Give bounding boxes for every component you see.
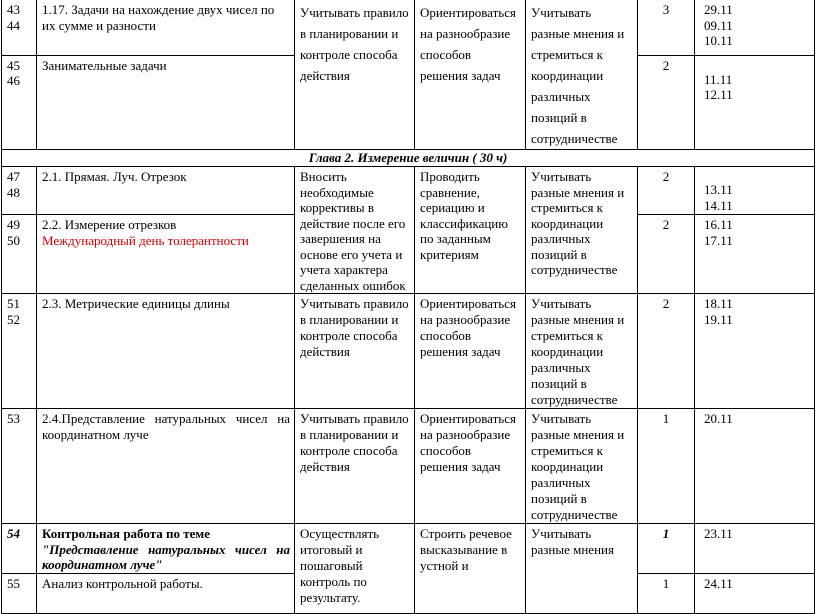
lesson-topic: 2.1. Прямая. Луч. Отрезок bbox=[37, 167, 295, 215]
lesson-number: 47 48 bbox=[2, 167, 37, 215]
cognitive-activities: Проводить сравнение, сериацию и классификацию по заданным критериям bbox=[415, 167, 526, 294]
table-row bbox=[2, 524, 815, 574]
hours-count: 1 bbox=[638, 524, 695, 574]
lesson-dates: 13.11 14.11 bbox=[695, 167, 815, 215]
lesson-dates: 24.11 bbox=[695, 573, 815, 613]
communicative-activities: Учитывать разные мнения bbox=[526, 524, 638, 614]
lesson-number: 55 bbox=[2, 573, 37, 613]
regulative-activities: Учитывать правило в планировании и контроле способа действия bbox=[295, 409, 415, 524]
hours-count: 2 bbox=[638, 55, 695, 149]
lesson-number: 45 46 bbox=[2, 55, 37, 149]
regulative-activities: Учитывать правило в планировании и контроле способа действия bbox=[295, 0, 415, 150]
communicative-activities: Учитывать разные мнения и стремиться к координации различных позиций в сотрудничестве bbox=[526, 0, 638, 150]
hours-count: 2 bbox=[638, 167, 695, 215]
lesson-dates: 29.11 09.11 10.11 bbox=[695, 0, 815, 55]
communicative-activities: Учитывать разные мнения и стремиться к координации различных позиций в сотрудничестве bbox=[526, 167, 638, 294]
regulative-activities: Осуществлять итоговый и пошаговый контроль по результату. bbox=[295, 524, 415, 614]
topic-subtitle: "Представление натуральных чисел на координатном луче" bbox=[42, 541, 290, 572]
lesson-number: 54 bbox=[2, 524, 37, 574]
lesson-dates: 18.11 19.11 bbox=[695, 294, 815, 409]
cognitive-activities: Ориентироваться на разнообразие способов решения задач bbox=[415, 294, 526, 409]
lesson-number: 51 52 bbox=[2, 294, 37, 409]
lesson-topic: 2.3. Метрические единицы длины bbox=[37, 294, 295, 409]
lesson-topic: 1.17. Задачи на нахождение двух чисел по их сумме и разности bbox=[37, 0, 295, 55]
table-row bbox=[2, 0, 815, 55]
table-row bbox=[2, 167, 815, 215]
lesson-number: 53 bbox=[2, 409, 37, 524]
lesson-topic: Анализ контрольной работы. bbox=[37, 573, 295, 613]
hours-count: 1 bbox=[638, 409, 695, 524]
cognitive-activities: Ориентироваться на разнообразие способов решения задач bbox=[415, 409, 526, 524]
regulative-activities: Вносить необходимые коррективы в действие после его завершения на основе его учета и учета характера сделанных ошибок bbox=[295, 167, 415, 294]
communicative-activities: Учитывать разные мнения и стремиться к координации различных позиций в сотрудничестве bbox=[526, 409, 638, 524]
topic-title: 2.2. Измерение отрезков bbox=[42, 217, 177, 233]
table-row bbox=[2, 294, 815, 409]
hours-count: 2 bbox=[638, 294, 695, 409]
hours-count: 1 bbox=[638, 573, 695, 613]
chapter-row bbox=[2, 150, 815, 167]
lesson-topic bbox=[37, 215, 295, 294]
hours-count: 2 bbox=[638, 215, 695, 294]
table-row bbox=[2, 409, 815, 524]
lesson-number: 49 50 bbox=[2, 215, 37, 294]
lesson-topic bbox=[37, 524, 295, 574]
lesson-dates: 20.11 bbox=[695, 409, 815, 524]
hours-count: 3 bbox=[638, 0, 695, 55]
communicative-activities: Учитывать разные мнения и стремиться к координации различных позиций в сотрудничестве bbox=[526, 294, 638, 409]
topic-title: Контрольная работа по теме bbox=[42, 526, 211, 541]
lesson-plan-table bbox=[1, 0, 815, 614]
chapter-title: Глава 2. Измерение величин ( 30 ч) bbox=[2, 150, 815, 167]
cognitive-activities: Ориентироваться на разнообразие способов решения задач bbox=[415, 0, 526, 150]
lesson-dates: 16.11 17.11 bbox=[695, 215, 815, 294]
lesson-topic: 2.4.Представление натуральных чисел на координатном луче bbox=[37, 409, 295, 524]
lesson-dates: 11.11 12.11 bbox=[695, 55, 815, 149]
lesson-dates: 23.11 bbox=[695, 524, 815, 574]
cognitive-activities: Строить речевое высказывание в устной и bbox=[415, 524, 526, 614]
lesson-number: 43 44 bbox=[2, 0, 37, 55]
lesson-topic: Занимательные задачи bbox=[37, 55, 295, 149]
regulative-activities: Учитывать правило в планировании и контроле способа действия bbox=[295, 294, 415, 409]
topic-event-note: Международный день толерантности bbox=[42, 232, 249, 248]
